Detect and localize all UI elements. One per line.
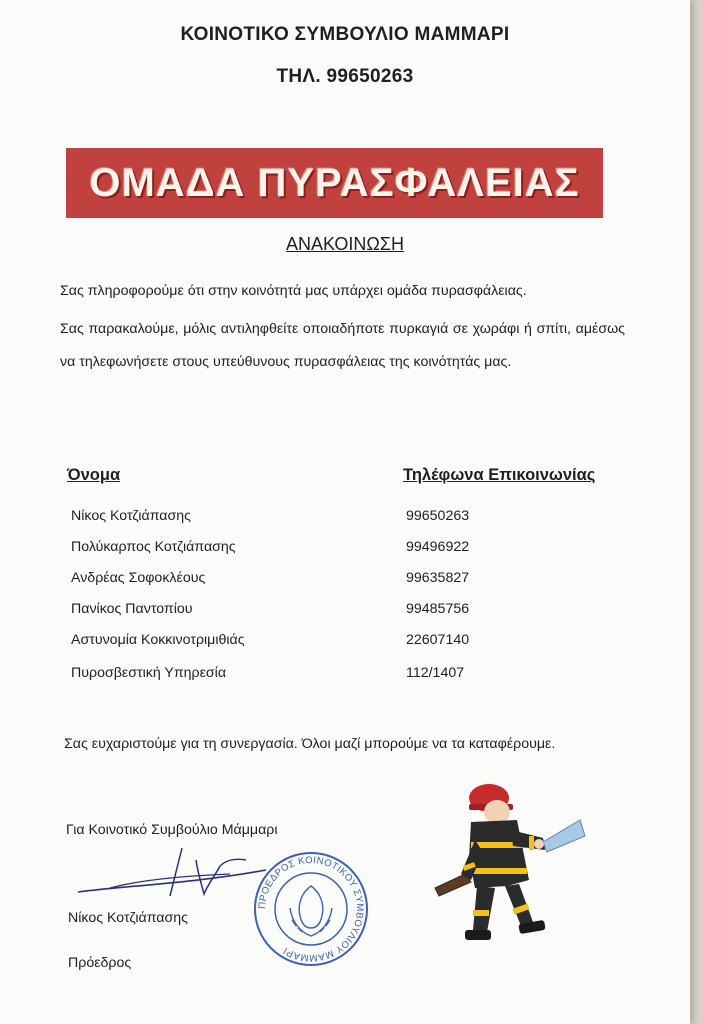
contact-name: Πυροσβεστική Υπηρεσία xyxy=(71,665,227,681)
contact-row xyxy=(0,539,690,570)
signature-icon xyxy=(70,840,270,900)
contact-phone: 99635827 xyxy=(406,570,470,586)
contact-row xyxy=(0,632,690,663)
council-name: ΚΟΙΝΟΤΙΚΟ ΣΥΜΒΟΥΛΙΟ ΜΑΜΜΑΡΙ xyxy=(180,24,510,45)
intro-paragraph: Σας πληροφορούμε ότι στην κοινότητά μας υπάρχει ομάδα πυρασφάλειας. xyxy=(60,283,527,299)
contact-row xyxy=(0,665,690,696)
contact-name: Νίκος Κοτζιάπασης xyxy=(71,508,191,524)
contact-name: Πανίκος Παντοπίου xyxy=(71,601,193,617)
banner-title: ΟΜΑΔΑ ΠΥΡΑΣΦΑΛΕΙΑΣ xyxy=(89,160,580,205)
request-paragraph: Σας παρακαλούμε, μόλις αντιληφθείτε οποιαδήποτε πυρκαγιά σε χωράφι ή σπίτι, αμέσως να τηλεφωνήσετε στους υπεύθυνους πυρασφάλειας της κοινότητάς μας. xyxy=(60,321,625,370)
contact-name: Ανδρέας Σοφοκλέους xyxy=(71,570,206,586)
name-column-header: Όνομα xyxy=(67,466,121,484)
firefighter-icon xyxy=(425,770,595,960)
stamp-text: ΠΡΟΕΔΡΟΣ ΚΟΙΝΟΤΙΚΟΥ ΣΥΜΒΟΥΛΙΟΥ ΜΑΜΜΑΡΙ xyxy=(256,854,366,964)
notice-heading: ΑΝΑΚΟΙΝΩΣΗ xyxy=(285,234,405,254)
signature-on-behalf: Για Κοινοτικό Συμβούλιο Μάμμαρι xyxy=(66,822,278,838)
contact-row xyxy=(0,570,690,601)
contact-phone: 99485756 xyxy=(406,601,470,617)
closing-text: Σας ευχαριστούμε για τη συνεργασία. Όλοι μαζί μπορούμε να τα καταφέρουμε. xyxy=(64,736,556,752)
contact-phone: 22607140 xyxy=(406,632,470,648)
council-phone: ΤΗΛ. 99650263 xyxy=(276,66,414,87)
contact-name: Αστυνομία Κοκκινοτριμιθιάς xyxy=(71,632,245,648)
contact-phone: 99496922 xyxy=(406,539,470,555)
contact-name: Πολύκαρπος Κοτζιάπασης xyxy=(71,539,236,555)
svg-text:ΠΡΟΕΔΡΟΣ ΚΟΙΝΟΤΙΚΟΥ ΣΥΜΒΟΥΛΙΟΥ xyxy=(257,855,365,963)
title-banner xyxy=(66,148,603,218)
stamp-icon xyxy=(252,850,370,968)
signer-role: Πρόεδρος xyxy=(68,955,132,971)
contact-phone: 112/1407 xyxy=(406,665,465,681)
phone-column-header: Τηλέφωνα Επικοινωνίας xyxy=(403,466,596,484)
contact-row xyxy=(0,508,690,539)
contact-row xyxy=(0,601,690,632)
signer-name: Νίκος Κοτζιάπασης xyxy=(68,910,188,926)
contact-phone: 99650263 xyxy=(406,508,470,524)
